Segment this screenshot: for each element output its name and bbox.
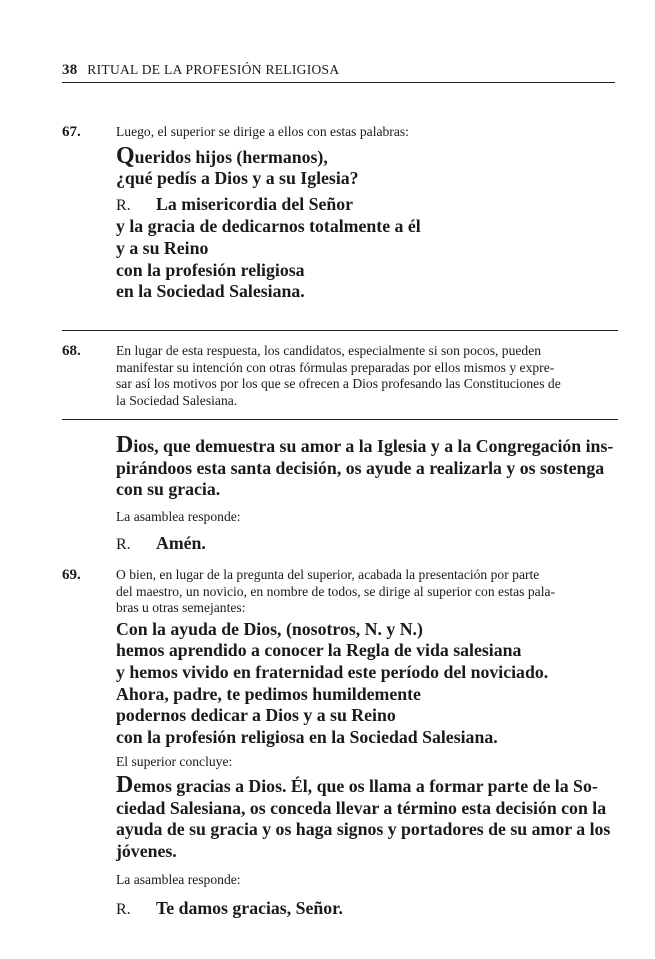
question-line-1: Queridos hijos (hermanos), [116, 142, 328, 169]
novice-line-3: y hemos vivido en fraternidad este período del noviciado. [116, 661, 549, 682]
running-title: RITUAL DE LA PROFESIÓN RELIGIOSA [87, 62, 340, 77]
response-line-4: con la profesión religiosa [116, 259, 305, 280]
assembly-rubric: La asamblea responde: [116, 872, 241, 888]
running-header [62, 62, 614, 79]
question-line-2: ¿qué pedís a Dios y a su Iglesia? [116, 168, 359, 189]
response-line-1: R. La misericordia del Señor [116, 194, 618, 217]
superior-prayer-line-2: ciedad Salesiana, os conceda llevar a término esta decisión con la [116, 797, 607, 818]
rubric-line-4: la Sociedad Salesiana. [116, 392, 238, 408]
assembly-rubric: La asamblea responde: [116, 508, 241, 524]
superior-prayer-line-4: jóvenes. [116, 840, 177, 861]
response-symbol: R. [116, 196, 131, 214]
response-line-5: en la Sociedad Salesiana. [116, 281, 305, 302]
section-number: 69. [62, 567, 81, 583]
divider-bottom [62, 419, 618, 420]
response-symbol: R. [116, 900, 131, 918]
superior-prayer-line-3: ayuda de su gracia y os haga signos y portadores de su amor a los [116, 819, 611, 840]
assembly-response: R. Amén. [116, 533, 618, 556]
rubric-line-3: bras u otras semejantes: [116, 600, 246, 616]
page-number: 38 [62, 62, 78, 78]
response-symbol: R. [116, 536, 131, 554]
rubric-line-2: manifestar su intención con otras fórmulas preparadas por ellos mismos y expre- [116, 359, 555, 375]
response-line-3: y a su Reino [116, 237, 209, 258]
section-number: 67. [62, 124, 81, 140]
novice-line-6: con la profesión religiosa en la Sociedad Salesiana. [116, 726, 498, 747]
section-67 [62, 124, 618, 303]
assembly-response: R. Te damos gracias, Señor. [116, 898, 618, 921]
divider-top [62, 330, 618, 331]
rubric-line-1: O bien, en lugar de la pregunta del superior, acabada la presentación por parte [116, 567, 540, 582]
response-line-2: y la gracia de dedicarnos totalmente a él [116, 216, 421, 237]
drop-cap: Q [116, 142, 135, 169]
prayer-line-3: con su gracia. [116, 479, 221, 500]
rubric-line-2: del maestro, un novicio, en nombre de todos, se dirige al superior con estas pala- [116, 583, 556, 599]
section-69 [62, 567, 618, 921]
rubric: Luego, el superior se dirige a ellos con estas palabras: [116, 124, 409, 139]
novice-line-1: Con la ayuda de Dios, (nosotros, N. y N.) [116, 618, 423, 639]
section-68 [62, 343, 618, 409]
section-number: 68. [62, 343, 81, 359]
novice-line-4: Ahora, padre, te pedimos humildemente [116, 683, 421, 704]
rubric-line-1: En lugar de esta respuesta, los candidatos, especialmente si son pocos, pueden [116, 343, 542, 358]
novice-line-5: podernos dedicar a Dios y a su Reino [116, 705, 396, 726]
prayer-block [62, 432, 618, 556]
header-rule [62, 82, 615, 83]
novice-line-2: hemos aprendido a conocer la Regla de vida salesiana [116, 640, 522, 661]
rubric-line-3: sar así los motivos por los que se ofrecen a Dios profesando las Constituciones de [116, 376, 561, 392]
prayer-line-2: pirándoos esta santa decisión, os ayude a realizarla y os sostenga [116, 457, 605, 478]
drop-cap: D [116, 432, 134, 458]
prayer-line-1: Dios, que demuestra su amor a la Iglesia y a la Congregación ins- [116, 432, 614, 458]
superior-prayer-line-1: Demos gracias a Dios. Él, que os llama a formar parte de la So- [116, 771, 598, 798]
drop-cap: D [116, 771, 134, 798]
superior-rubric: El superior concluye: [116, 754, 233, 770]
